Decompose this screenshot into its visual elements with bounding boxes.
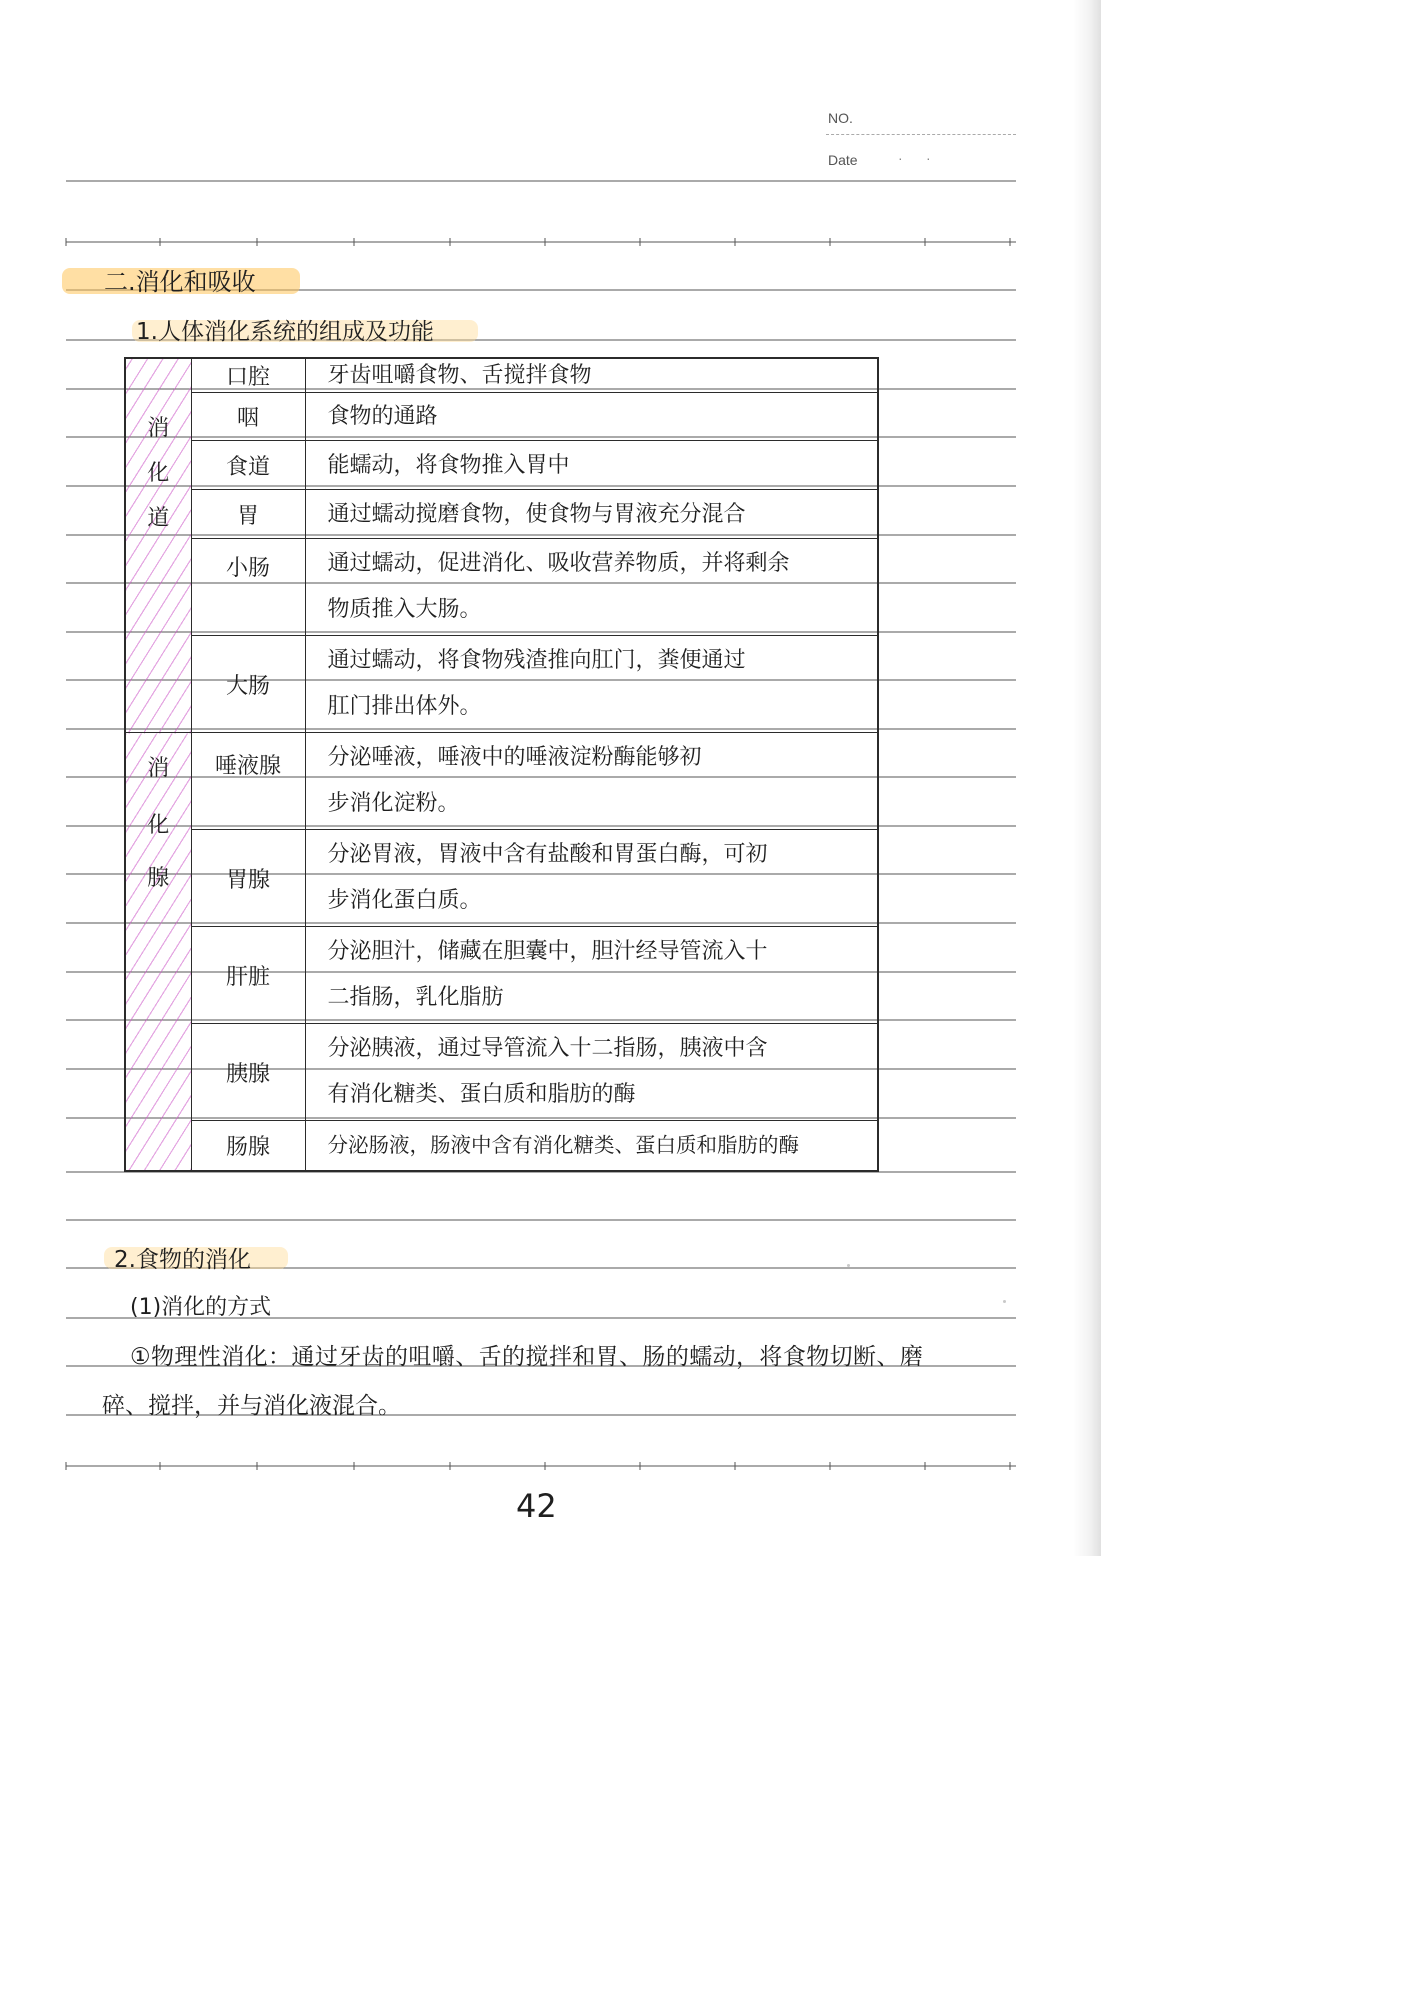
organ-name: 小肠 [191, 539, 305, 636]
category-char: 道 [147, 506, 170, 531]
scan-speck [1003, 1300, 1006, 1303]
function-line: 通过蠕动，将食物残渣推向肛门，粪便通过 [327, 648, 746, 673]
no-dashed-line [826, 134, 1016, 135]
organ-name: 食道 [191, 441, 305, 490]
page-edge-shadow [1073, 0, 1101, 1556]
organ-name: 唾液腺 [191, 733, 305, 830]
organ-name: 咽 [191, 393, 305, 441]
subsection-2-title: 2.食物的消化 [114, 1247, 251, 1273]
function-line: 步消化淀粉。 [327, 791, 460, 816]
function-line: 分泌胰液，通过导管流入十二指肠，胰液中含 [327, 1036, 768, 1061]
scan-speck [847, 1264, 850, 1267]
organ-function [305, 441, 878, 490]
digestive-system-table [124, 357, 879, 1172]
table-row [125, 1024, 878, 1121]
paragraph-line-2: 碎、搅拌，并与消化液混合。 [102, 1393, 401, 1419]
function-line: 分泌肠液，肠液中含有消化糖类、蛋白质和脂肪的酶 [327, 1132, 799, 1157]
date-label: Date [828, 152, 858, 168]
table-row [125, 927, 878, 1024]
table-row [125, 393, 878, 441]
function-line: 有消化糖类、蛋白质和脂肪的酶 [327, 1082, 636, 1107]
function-line: 牙齿咀嚼食物、舌搅拌食物 [327, 363, 592, 388]
category-char: 消 [147, 756, 170, 781]
function-line: 二指肠，乳化脂肪 [327, 985, 504, 1010]
organ-function [305, 1024, 878, 1121]
organ-name: 胃腺 [191, 830, 305, 927]
category-char: 消 [147, 416, 170, 441]
table-row [125, 830, 878, 927]
organ-name: 大肠 [191, 636, 305, 733]
table-row [125, 358, 878, 393]
organ-function [305, 733, 878, 830]
section-title: 二.消化和吸收 [104, 268, 256, 296]
function-line: 分泌胃液，胃液中含有盐酸和胃蛋白酶，可初 [327, 842, 768, 867]
organ-name: 胰腺 [191, 1024, 305, 1121]
category-digestive-tract [125, 358, 191, 733]
function-line: 肛门排出体外。 [327, 694, 482, 719]
organ-function [305, 393, 878, 441]
category-char: 腺 [147, 866, 170, 891]
table-row [125, 1121, 878, 1171]
organ-name: 口腔 [191, 358, 305, 393]
point-1-heading: (1)消化的方式 [130, 1295, 272, 1320]
paragraph-line-1: ①物理性消化：通过牙齿的咀嚼、舌的搅拌和胃、肠的蠕动，将食物切断、磨 [130, 1344, 924, 1370]
organ-function [305, 636, 878, 733]
category-digestive-glands [125, 733, 191, 1171]
category-char: 化 [147, 461, 170, 486]
no-label: NO. [828, 110, 853, 126]
organ-function [305, 358, 878, 393]
function-line: 分泌胆汁，储藏在胆囊中，胆汁经导管流入十 [327, 939, 768, 964]
function-line: 通过蠕动搅磨食物，使食物与胃液充分混合 [327, 501, 746, 527]
function-line: 分泌唾液，唾液中的唾液淀粉酶能够初 [327, 745, 702, 770]
subsection-1-title: 1.人体消化系统的组成及功能 [136, 319, 434, 345]
organ-name: 肠腺 [191, 1121, 305, 1171]
function-line: 通过蠕动，促进消化、吸收营养物质，并将剩余 [327, 551, 790, 576]
organ-function [305, 490, 878, 539]
organ-name: 胃 [191, 490, 305, 539]
table-row [125, 636, 878, 733]
table-row [125, 441, 878, 490]
table-row [125, 733, 878, 830]
category-char: 化 [147, 813, 170, 838]
organ-function [305, 1121, 878, 1171]
table-row [125, 539, 878, 636]
function-line: 食物的通路 [327, 404, 438, 429]
organ-function [305, 830, 878, 927]
organ-function [305, 539, 878, 636]
function-line: 能蠕动，将食物推入胃中 [327, 452, 570, 478]
date-separator-dots: · · [898, 150, 931, 166]
page-number: 42 [516, 1487, 557, 1525]
table-row [125, 490, 878, 539]
function-line: 物质推入大肠。 [327, 597, 482, 622]
organ-name: 肝脏 [191, 927, 305, 1024]
function-line: 步消化蛋白质。 [327, 888, 482, 913]
organ-function [305, 927, 878, 1024]
